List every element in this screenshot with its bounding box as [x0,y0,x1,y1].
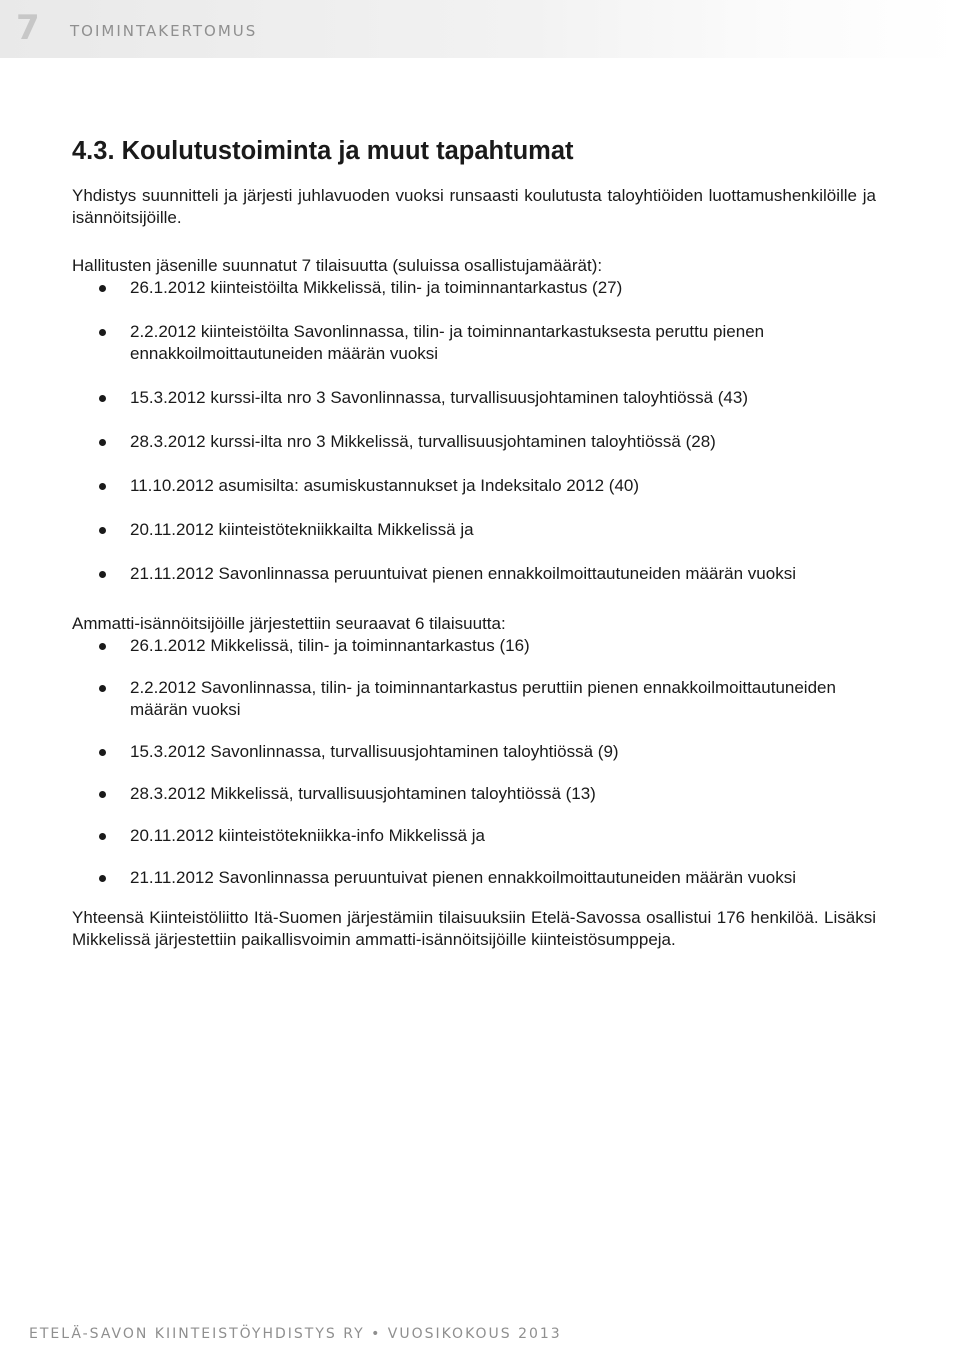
summary-paragraph: Yhteensä Kiinteistöliitto Itä-Suomen järjestämiin tilaisuuksiin Etelä-Savossa osallistui 176 henkilöä. Lisäksi Mikkelissä järjestettiin paikallisvoimin ammatti-isännöitsijöille kiinteistösumppeja. [72,908,876,949]
section-heading: 4.3. Koulutustoiminta ja muut tapahtumat [72,137,574,165]
manager-events-intro: Ammatti-isännöitsijöille järjestettiin seuraavat 6 tilaisuutta: [72,614,506,633]
list-item-text: 21.11.2012 Savonlinnassa peruuntuivat pienen ennakkoilmoittautuneiden määrän vuoksi [130,564,796,583]
chapter-title: TOIMINTAKERTOMUS [70,22,258,40]
page-footer: ETELÄ-SAVON KIINTEISTÖYHDISTYS RY • VUOSIKOKOUS 2013 [29,1326,562,1342]
list-item-text: 15.3.2012 kurssi-ilta nro 3 Savonlinnassa, turvallisuusjohtaminen taloyhtiössä (43) [130,388,749,407]
list-item-text: 28.3.2012 kurssi-ilta nro 3 Mikkelissä, turvallisuusjohtaminen taloyhtiössä (28) [130,432,716,451]
list-item [72,635,876,657]
bullet-icon [99,833,106,840]
list-item [72,783,876,805]
list-item-text: 2.2.2012 kiinteistöilta Savonlinnassa, tilin- ja toiminnantarkastuksesta peruttu pienen ennakkoilmoittautuneiden määrän vuoksi [130,322,765,363]
page-content [72,137,876,951]
bullet-icon [99,685,106,692]
list-item [72,431,876,453]
intro-paragraph: Yhdistys suunnitteli ja järjesti juhlavuoden vuoksi runsaasti koulutusta taloyhtiöiden luottamushenkilöille ja isännöitsijöille. [72,186,876,227]
bullet-icon [99,483,106,490]
list-item [72,321,876,365]
list-item-text: 2.2.2012 Savonlinnassa, tilin- ja toiminnantarkastus peruttiin pienen ennakkoilmoittautuneiden määrän vuoksi [130,678,836,719]
bullet-icon [99,527,106,534]
list-item [72,519,876,541]
list-item [72,563,876,585]
list-item [72,741,876,763]
bullet-icon [99,329,106,336]
list-item [72,277,876,299]
list-item-text: 21.11.2012 Savonlinnassa peruuntuivat pienen ennakkoilmoittautuneiden määrän vuoksi [130,868,796,887]
list-item-text: 20.11.2012 kiinteistötekniikkailta Mikkelissä ja [130,520,474,539]
list-item-text: 26.1.2012 kiinteistöilta Mikkelissä, tilin- ja toiminnantarkastus (27) [130,278,623,297]
list-item-text: 15.3.2012 Savonlinnassa, turvallisuusjohtaminen taloyhtiössä (9) [130,742,619,761]
list-item-text: 28.3.2012 Mikkelissä, turvallisuusjohtaminen taloyhtiössä (13) [130,784,596,803]
bullet-icon [99,285,106,292]
list-item [72,677,876,721]
bullet-icon [99,791,106,798]
list-item-text: 11.10.2012 asumisilta: asumiskustannukset ja Indeksitalo 2012 (40) [130,476,640,495]
list-item-text: 20.11.2012 kiinteistötekniikka-info Mikkelissä ja [130,826,485,845]
page-header [0,0,960,58]
list-item [72,825,876,847]
list-item [72,387,876,409]
list-item-text: 26.1.2012 Mikkelissä, tilin- ja toiminnantarkastus (16) [130,636,530,655]
bullet-icon [99,643,106,650]
bullet-icon [99,439,106,446]
list-item [72,867,876,889]
bullet-icon [99,875,106,882]
board-events-list [72,277,876,585]
bullet-icon [99,571,106,578]
page-number: 7 [16,8,40,48]
bullet-icon [99,749,106,756]
bullet-icon [99,395,106,402]
list-item [72,475,876,497]
manager-events-list [72,635,876,889]
board-events-intro: Hallitusten jäsenille suunnatut 7 tilaisuutta (suluissa osallistujamäärät): [72,256,603,275]
